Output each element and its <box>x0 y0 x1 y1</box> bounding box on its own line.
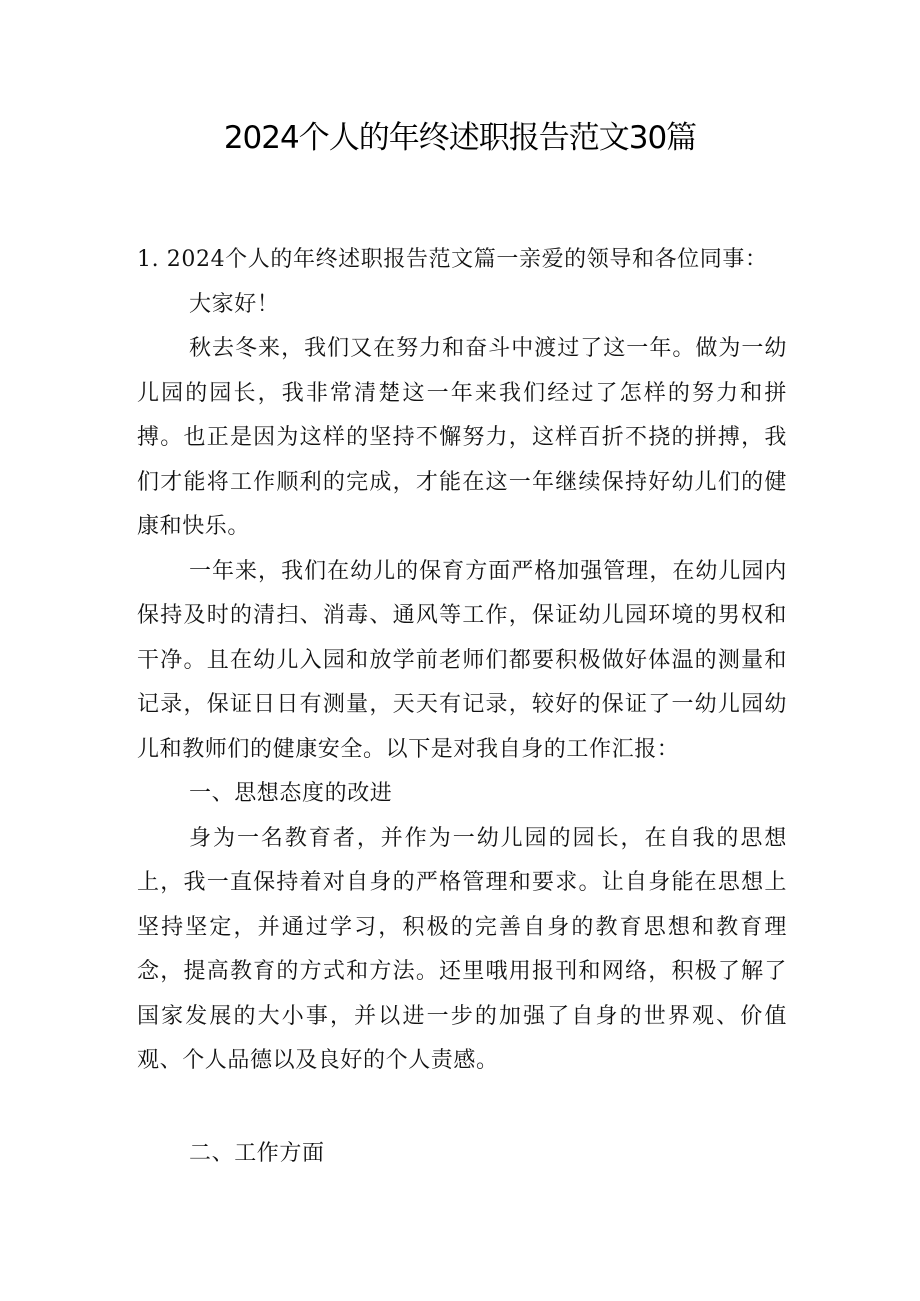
paragraph-care-management: 一年来，我们在幼儿的保育方面严格加强管理，在幼儿园内保持及时的清扫、消毒、通风等工作，保证幼儿园环境的男权和干净。且在幼儿入园和放学前老师们都要积极做好体温的测量和记录，保证日日有测量，天天有记录，较好的保证了一幼儿园幼儿和教师们的健康安全。以下是对我自身的工作汇报： <box>137 558 787 762</box>
paragraph-intro: 1. 2024个人的年终述职报告范文篇一亲爱的领导和各位同事： <box>137 247 768 272</box>
paragraph-opening: 秋去冬来，我们又在努力和奋斗中渡过了这一年。做为一幼儿园的园长，我非常清楚这一年来我们经过了怎样的努力和拼搏。也正是因为这样的坚持不懈努力，这样百折不挠的拼搏，我们才能将工作顺利的完成，才能在这一年继续保持好幼儿们的健康和快乐。 <box>137 336 787 539</box>
paragraph-greeting: 大家好！ <box>189 291 280 317</box>
document-body <box>137 238 787 1176</box>
section-heading-thinking: 一、思想态度的改进 <box>189 781 393 806</box>
paragraph-thinking: 身为一名教育者，并作为一幼儿园的园长，在自我的思想上，我一直保持着对自身的严格管理和要求。让自身能在思想上坚持坚定，并通过学习，积极的完善自身的教育思想和教育理念，提高教育的方式和方法。还里哦用报刊和网络，积极了解了国家发展的大小事，并以进一步的加强了自身的世界观、价值观、个人品德以及良好的个人责感。 <box>137 825 787 1073</box>
section-spacer <box>137 1084 787 1132</box>
section-heading-work: 二、工作方面 <box>189 1140 325 1166</box>
document-title: 2024个人的年终述职报告范文30篇 <box>223 120 697 156</box>
